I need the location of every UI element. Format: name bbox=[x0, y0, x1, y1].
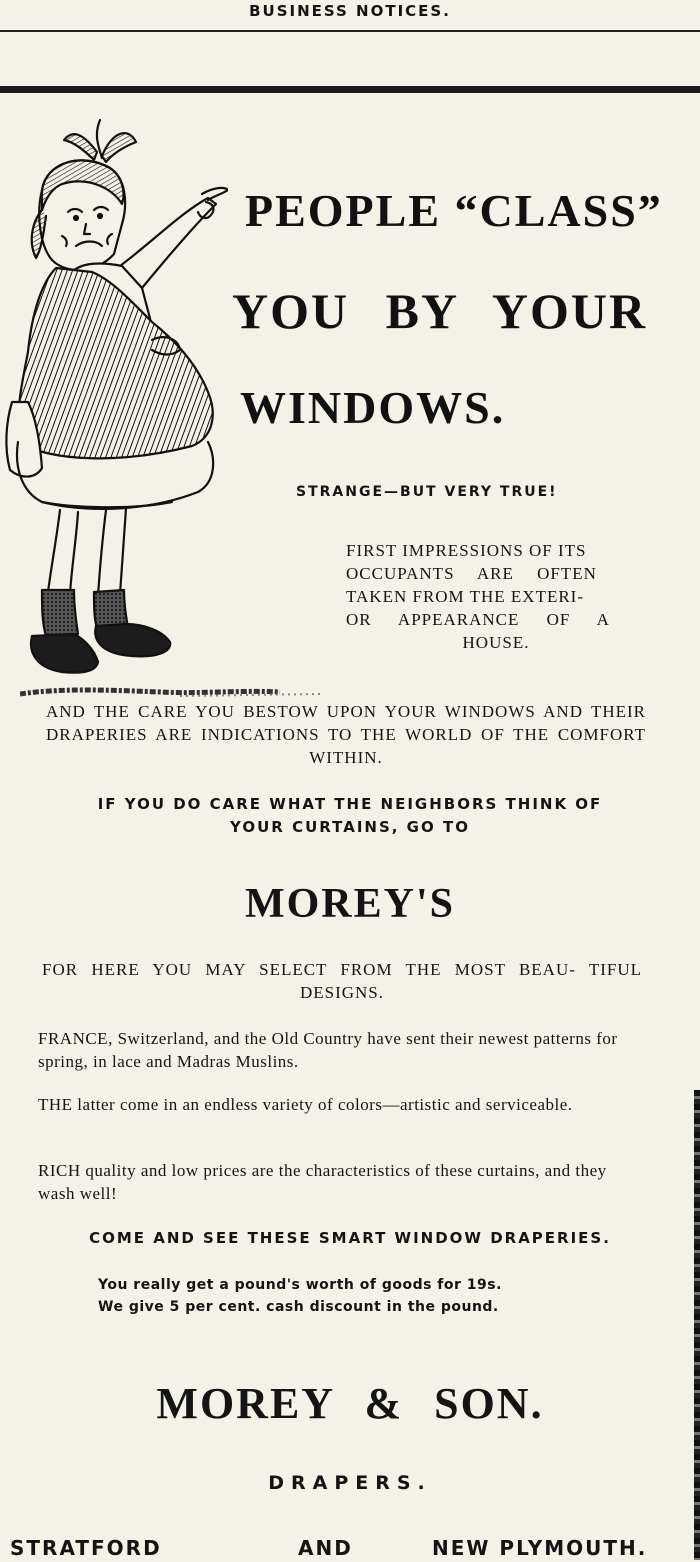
girl-pointing-illustration bbox=[2, 112, 228, 682]
adjacent-column-edge bbox=[694, 1090, 700, 1560]
rich-paragraph: RICH quality and low prices are the characteristics of these curtains, and they wash well! bbox=[38, 1161, 607, 1203]
location-new-plymouth: NEW PLYMOUTH. bbox=[432, 1536, 648, 1560]
shop-name: MOREY'S bbox=[244, 881, 455, 927]
location-stratford: STRATFORD bbox=[10, 1536, 162, 1560]
come-see-line: COME AND SEE THESE SMART WINDOW DRAPERIES. bbox=[89, 1229, 611, 1247]
impressions-line-1: FIRST IMPRESSIONS OF ITS bbox=[346, 541, 587, 560]
pound-line-2: We give 5 per cent. cash discount in the pound. bbox=[98, 1299, 499, 1315]
firm-name: MOREY & SON. bbox=[156, 1379, 544, 1428]
headline-line-2: YOU BY YOUR bbox=[232, 283, 648, 339]
impressions-text bbox=[346, 539, 646, 654]
trade-label: DRAPERS. bbox=[268, 1472, 432, 1494]
neighbors-text bbox=[30, 793, 670, 839]
print-smudge bbox=[20, 686, 330, 700]
designs-paragraph: FOR HERE YOU MAY SELECT FROM THE MOST BEAU- TIFUL DESIGNS. bbox=[42, 960, 642, 1002]
impressions-line-5: HOUSE. bbox=[462, 633, 530, 652]
subheadline: STRANGE—BUT VERY TRUE! bbox=[296, 484, 558, 500]
impressions-line-4: OR APPEARANCE OF A bbox=[346, 610, 610, 629]
headline-line-3: WINDOWS. bbox=[240, 382, 506, 433]
section-header: BUSINESS NOTICES. bbox=[249, 2, 451, 20]
headline-line-1: PEOPLE “CLASS” bbox=[245, 185, 663, 236]
neighbors-line-1: IF YOU DO CARE WHAT THE NEIGHBORS THINK OF bbox=[97, 795, 603, 813]
impressions-line-2: OCCUPANTS ARE OFTEN bbox=[346, 564, 597, 583]
neighbors-line-2: YOUR CURTAINS, GO TO bbox=[230, 818, 470, 836]
care-paragraph: AND THE CARE YOU BESTOW UPON YOUR WINDOWS AND THEIR DRAPERIES ARE INDICATIONS TO THE WORLD OF THE COMFORT WITHIN. bbox=[46, 702, 646, 767]
impressions-line-3: TAKEN FROM THE EXTERI- bbox=[346, 587, 585, 606]
pound-offer bbox=[98, 1274, 502, 1318]
pound-line-1: You really get a pound's worth of goods for 19s. bbox=[98, 1277, 502, 1293]
header-rule bbox=[0, 30, 700, 32]
advert-top-border bbox=[0, 86, 700, 93]
latter-paragraph: THE latter come in an endless variety of colors—artistic and serviceable. bbox=[38, 1095, 573, 1114]
france-paragraph: FRANCE, Switzerland, and the Old Country have sent their newest patterns for spring, in lace and Madras Muslins. bbox=[38, 1029, 618, 1071]
location-conjunction: AND bbox=[298, 1536, 353, 1560]
